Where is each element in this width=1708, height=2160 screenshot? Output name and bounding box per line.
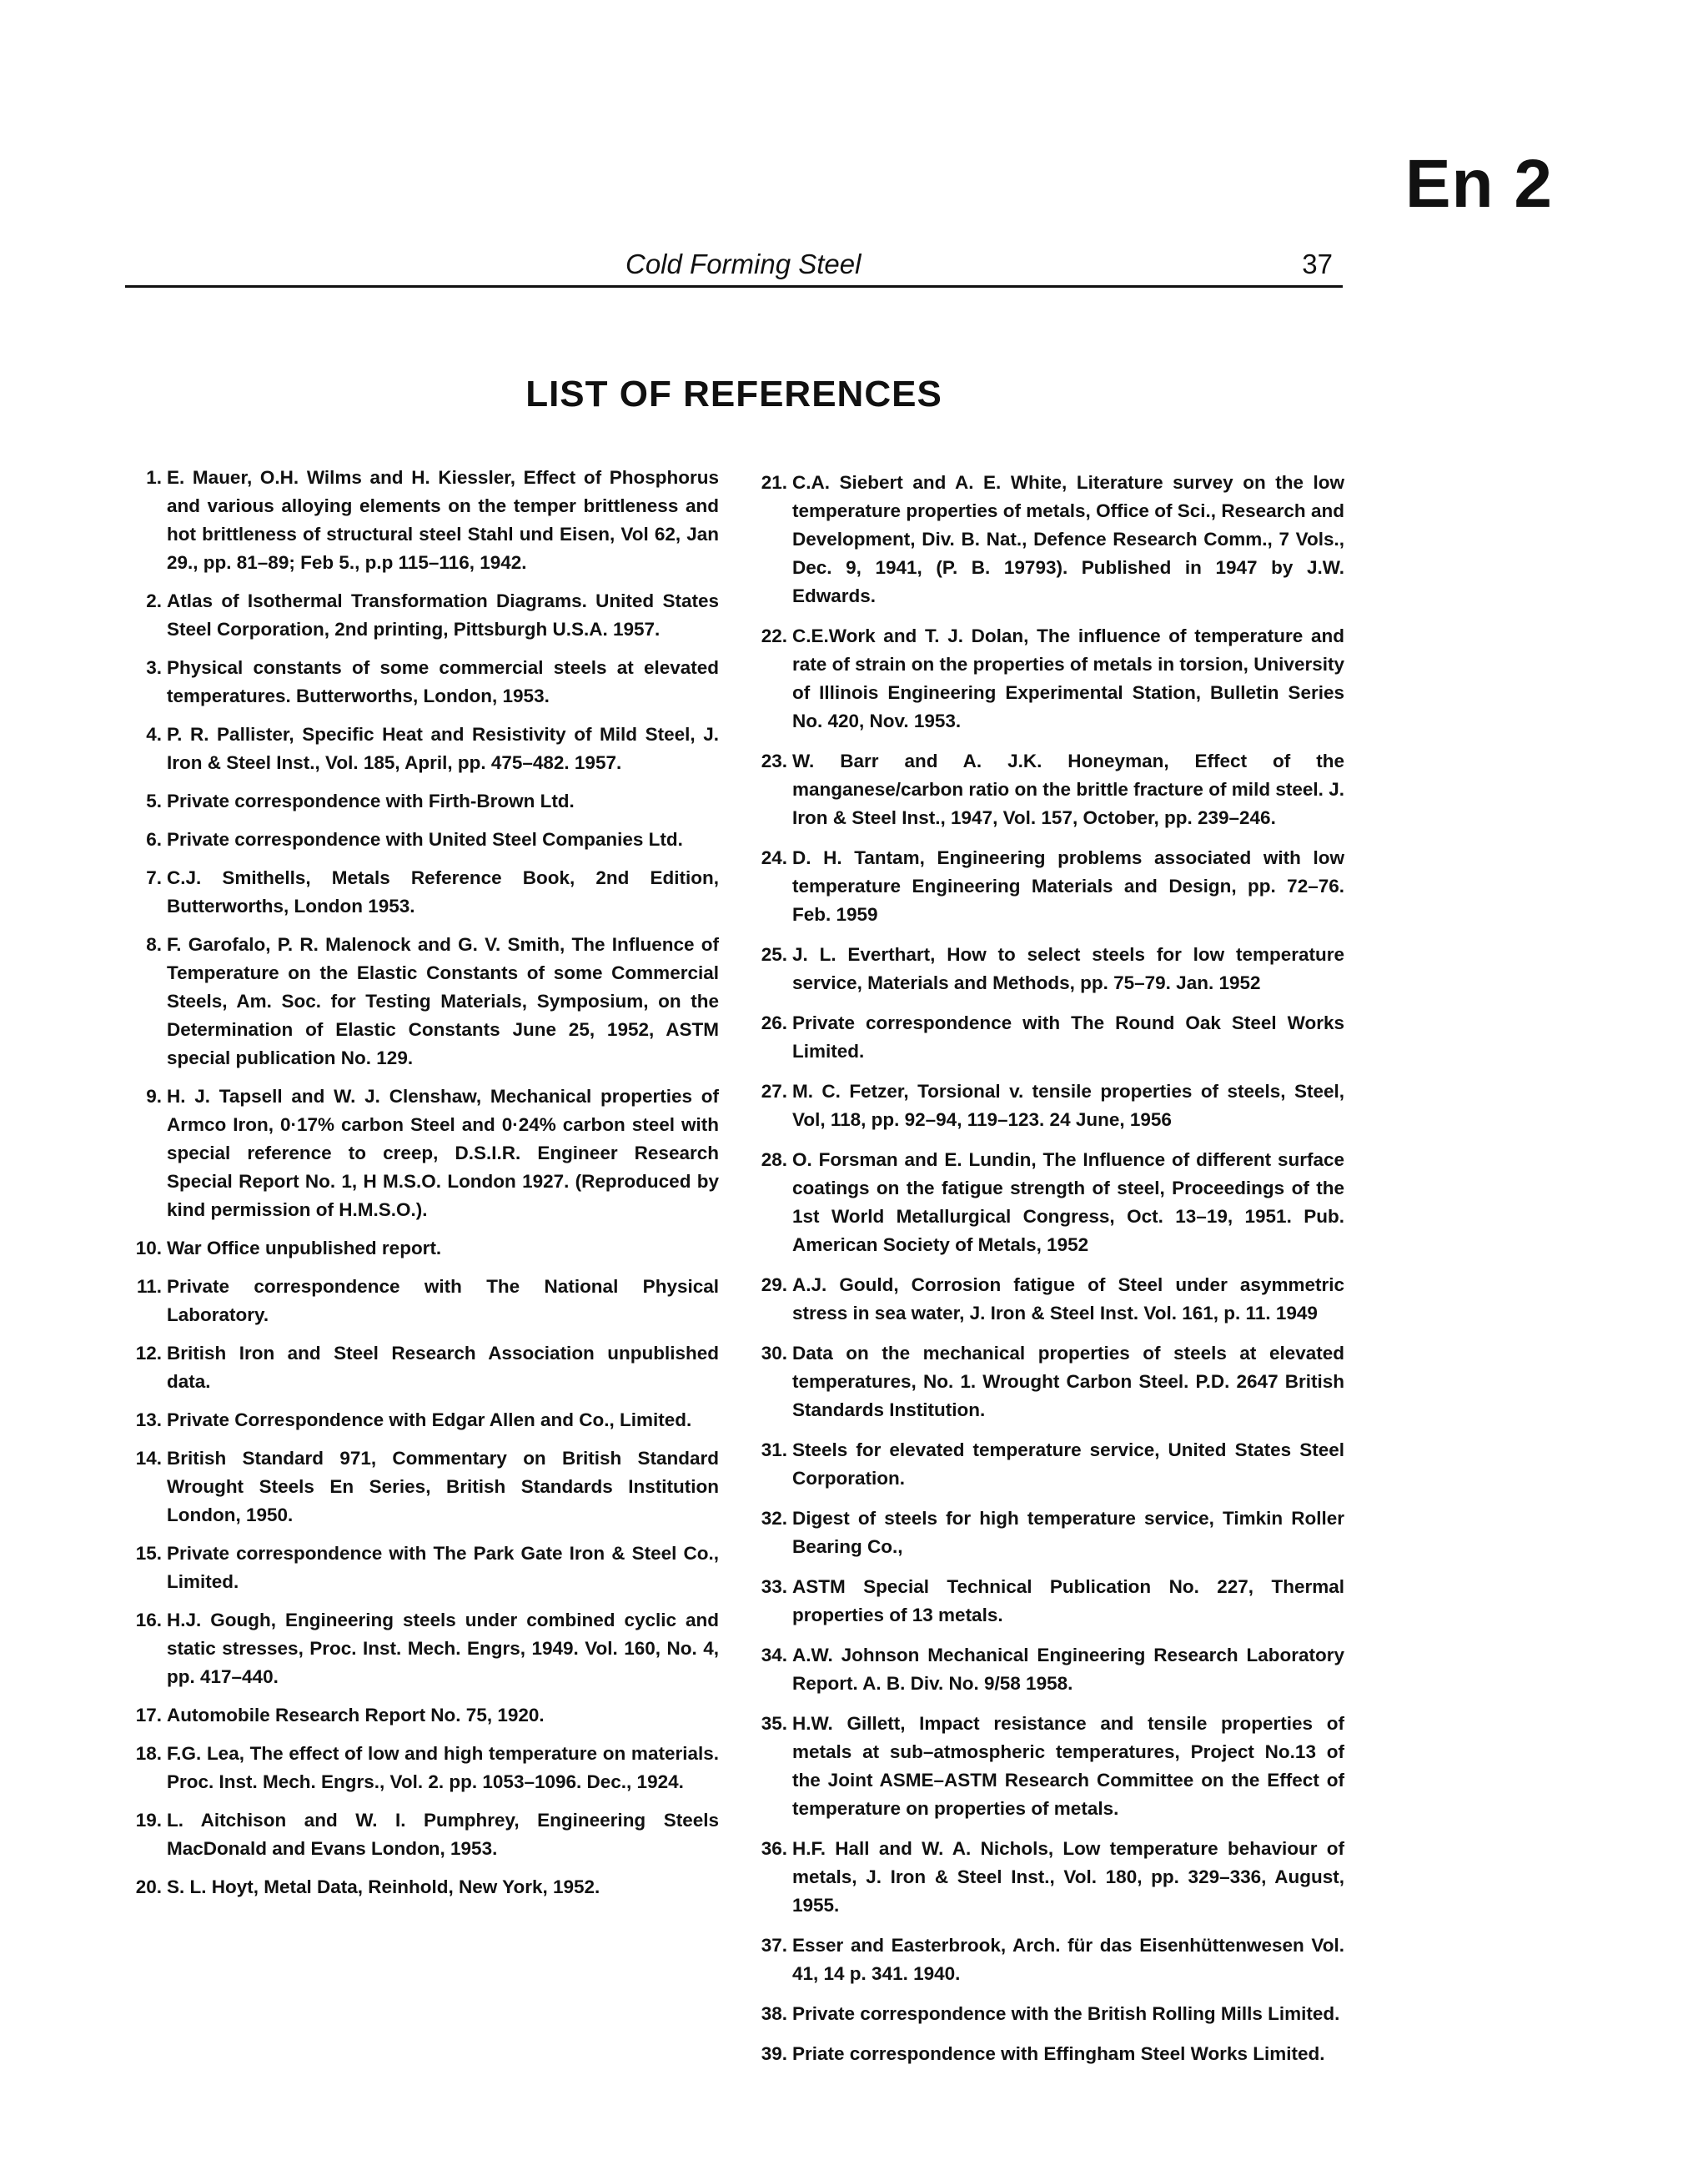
reference-text: E. Mauer, O.H. Wilms and H. Kiessler, Effect of Phosphorus and various alloying elements on the temper brittleness and hot brittleness of structural steel Stahl und Eisen, Vol 62, Jan 29., pp. 81–89; Feb 5., p.p 115–116, 1942. [167, 467, 719, 573]
reference-text: British Standard 971, Commentary on British Standard Wrought Steels En Series, British Standards Institution London, 1950. [167, 1448, 719, 1525]
reference-text: Automobile Research Report No. 75, 1920. [167, 1705, 545, 1725]
reference-number: 23. [761, 751, 787, 771]
reference-item [751, 1271, 1344, 1328]
reference-item [125, 1873, 719, 1901]
reference-item [751, 1504, 1344, 1561]
reference-text: Private Correspondence with Edgar Allen and Co., Limited. [167, 1409, 692, 1430]
reference-item [751, 747, 1344, 832]
reference-number: 18. [135, 1743, 162, 1764]
reference-item [751, 469, 1344, 610]
reference-number: 30. [761, 1343, 787, 1364]
reference-number: 11. [136, 1276, 162, 1297]
reference-number: 3. [146, 657, 162, 678]
reference-item [125, 1806, 719, 1863]
reference-number: 4. [146, 724, 162, 745]
reference-item [125, 721, 719, 777]
reference-text: M. C. Fetzer, Torsional v. tensile properties of steels, Steel, Vol, 118, pp. 92–94, 119–123. 24 June, 1956 [792, 1081, 1344, 1130]
reference-text: British Iron and Steel Research Association unpublished data. [167, 1343, 719, 1392]
reference-text: F. Garofalo, P. R. Malenock and G. V. Smith, The Influence of Temperature on the Elastic Constants of some Commercial Steels, Am. Soc. for Testing Materials, Symposium, on the Determination of Elastic Constants June 25, 1952, ASTM special publication No. 129. [167, 934, 719, 1068]
reference-item [125, 464, 719, 577]
reference-text: Private correspondence with The National Physical Laboratory. [167, 1276, 719, 1325]
reference-item [751, 844, 1344, 929]
reference-text: Private correspondence with the British Rolling Mills Limited. [792, 2003, 1340, 2024]
reference-text: Private correspondence with United Steel Companies Ltd. [167, 829, 683, 850]
reference-item [125, 864, 719, 921]
reference-number: 38. [761, 2003, 787, 2024]
reference-number: 17. [135, 1705, 162, 1725]
reference-text: H. J. Tapsell and W. J. Clenshaw, Mechanical properties of Armco Iron, 0·17% carbon Steel and 0·24% carbon steel with special reference to creep, D.S.I.R. Engineer Research Special Report No. 1, H M.S.O. London 1927. (Reproduced by kind permission of H.M.S.O.). [167, 1086, 719, 1220]
reference-number: 28. [761, 1149, 787, 1170]
reference-number: 8. [146, 934, 162, 955]
reference-item [125, 1540, 719, 1596]
reference-text: Priate correspondence with Effingham Steel Works Limited. [792, 2043, 1325, 2064]
reference-item [751, 1436, 1344, 1493]
reference-number: 34. [761, 1645, 787, 1665]
reference-number: 5. [146, 791, 162, 811]
reference-item [125, 1701, 719, 1730]
reference-text: H.F. Hall and W. A. Nichols, Low temperature behaviour of metals, J. Iron & Steel Inst., Vol. 180, pp. 329–336, August, 1955. [792, 1838, 1344, 1916]
reference-number: 33. [761, 1576, 787, 1597]
running-header [125, 242, 1343, 288]
reference-item [751, 1077, 1344, 1134]
reference-item [751, 1573, 1344, 1630]
reference-item [125, 931, 719, 1072]
reference-item [125, 1406, 719, 1434]
reference-text: ASTM Special Technical Publication No. 227, Thermal properties of 13 metals. [792, 1576, 1344, 1625]
page-title: LIST OF REFERENCES [525, 374, 942, 414]
reference-item [751, 1339, 1344, 1424]
reference-number: 1. [146, 467, 162, 488]
reference-item [751, 1931, 1344, 1988]
reference-text: War Office unpublished report. [167, 1238, 442, 1258]
references-left-column [125, 464, 719, 1911]
reference-text: Private correspondence with The Park Gate Iron & Steel Co., Limited. [167, 1543, 719, 1592]
reference-item [125, 1234, 719, 1263]
reference-text: O. Forsman and E. Lundin, The Influence of different surface coatings on the fatigue strength of steel, Proceedings of the 1st World Metallurgical Congress, Oct. 13–19, 1951. Pub. American Society of Metals, 1952 [792, 1149, 1344, 1255]
reference-text: Atlas of Isothermal Transformation Diagrams. United States Steel Corporation, 2nd printing, Pittsburgh U.S.A. 1957. [167, 590, 719, 640]
reference-text: F.G. Lea, The effect of low and high temperature on materials. Proc. Inst. Mech. Engrs., Vol. 2. pp. 1053–1096. Dec., 1924. [167, 1743, 719, 1792]
reference-number: 31. [761, 1439, 787, 1460]
reference-text: W. Barr and A. J.K. Honeyman, Effect of the manganese/carbon ratio on the brittle fracture of mild steel. J. Iron & Steel Inst., 1947, Vol. 157, October, pp. 239–246. [792, 751, 1344, 828]
reference-number: 12. [135, 1343, 162, 1364]
reference-text: Data on the mechanical properties of steels at elevated temperatures, No. 1. Wrought Carbon Steel. P.D. 2647 British Standards Institution. [792, 1343, 1344, 1420]
reference-number: 26. [761, 1012, 787, 1033]
reference-number: 20. [135, 1876, 162, 1897]
reference-item [125, 787, 719, 816]
running-title: Cold Forming Steel [625, 249, 862, 279]
reference-item [125, 654, 719, 711]
reference-number: 10. [135, 1238, 162, 1258]
reference-item [751, 1835, 1344, 1920]
reference-text: A.J. Gould, Corrosion fatigue of Steel under asymmetric stress in sea water, J. Iron & Steel Inst. Vol. 161, p. 11. 1949 [792, 1274, 1344, 1324]
reference-number: 37. [761, 1935, 787, 1956]
reference-item [125, 826, 719, 854]
reference-number: 29. [761, 1274, 787, 1295]
reference-number: 15. [135, 1543, 162, 1564]
reference-item [751, 2000, 1344, 2028]
reference-text: Private correspondence with The Round Oak Steel Works Limited. [792, 1012, 1344, 1062]
reference-text: H.J. Gough, Engineering steels under combined cyclic and static stresses, Proc. Inst. Mech. Engrs, 1949. Vol. 160, No. 4, pp. 417–440. [167, 1610, 719, 1687]
reference-number: 21. [761, 472, 787, 493]
reference-item [125, 587, 719, 644]
reference-number: 22. [761, 625, 787, 646]
reference-item [751, 941, 1344, 997]
reference-item [751, 2040, 1344, 2068]
reference-number: 7. [146, 867, 162, 888]
reference-number: 36. [761, 1838, 787, 1859]
reference-text: J. L. Everthart, How to select steels for low temperature service, Materials and Methods, pp. 75–79. Jan. 1952 [792, 944, 1344, 993]
reference-text: P. R. Pallister, Specific Heat and Resistivity of Mild Steel, J. Iron & Steel Inst., Vol. 185, April, pp. 475–482. 1957. [167, 724, 719, 773]
reference-item [751, 1710, 1344, 1823]
reference-item [125, 1083, 719, 1224]
reference-number: 14. [135, 1448, 162, 1469]
reference-number: 35. [761, 1713, 787, 1734]
reference-item [751, 1146, 1344, 1259]
reference-text: Physical constants of some commercial steels at elevated temperatures. Butterworths, London, 1953. [167, 657, 719, 706]
reference-item [125, 1606, 719, 1691]
references-right-column [751, 469, 1344, 2080]
reference-text: S. L. Hoyt, Metal Data, Reinhold, New York, 1952. [167, 1876, 600, 1897]
reference-text: Private correspondence with Firth-Brown Ltd. [167, 791, 575, 811]
reference-text: Esser and Easterbrook, Arch. für das Eisenhüttenwesen Vol. 41, 14 p. 341. 1940. [792, 1935, 1344, 1984]
reference-number: 25. [761, 944, 787, 965]
reference-text: D. H. Tantam, Engineering problems associated with low temperature Engineering Materials and Design, pp. 72–76. Feb. 1959 [792, 847, 1344, 925]
reference-item [125, 1444, 719, 1530]
reference-text: H.W. Gillett, Impact resistance and tensile properties of metals at sub–atmospheric temperatures, Project No.13 of the Joint ASME–ASTM Research Committee on the Effect of temperature on properties of metals. [792, 1713, 1344, 1819]
reference-number: 19. [135, 1810, 162, 1831]
reference-number: 16. [135, 1610, 162, 1630]
reference-text: C.A. Siebert and A. E. White, Literature survey on the low temperature properties of metals, Office of Sci., Research and Development, Div. B. Nat., Defence Research Comm., 7 Vols., Dec. 9, 1941, (P. B. 19793). Published in 1947 by J.W. Edwards. [792, 472, 1344, 606]
reference-text: Digest of steels for high temperature service, Timkin Roller Bearing Co., [792, 1508, 1344, 1557]
reference-text: C.E.Work and T. J. Dolan, The influence of temperature and rate of strain on the properties of metals in torsion, University of Illinois Engineering Experimental Station, Bulletin Series No. 420, Nov. 1953. [792, 625, 1344, 731]
reference-text: Steels for elevated temperature service, United States Steel Corporation. [792, 1439, 1344, 1489]
page-number: 37 [1302, 249, 1333, 279]
reference-number: 27. [761, 1081, 787, 1102]
reference-item [125, 1339, 719, 1396]
reference-item [125, 1740, 719, 1796]
section-tag: En 2 [1404, 146, 1553, 222]
reference-item [125, 1273, 719, 1329]
reference-number: 2. [146, 590, 162, 611]
reference-number: 13. [135, 1409, 162, 1430]
reference-number: 32. [761, 1508, 787, 1529]
reference-number: 39. [761, 2043, 787, 2064]
reference-text: L. Aitchison and W. I. Pumphrey, Engineering Steels MacDonald and Evans London, 1953. [167, 1810, 719, 1859]
reference-number: 24. [761, 847, 787, 868]
reference-text: A.W. Johnson Mechanical Engineering Research Laboratory Report. A. B. Div. No. 9/58 1958. [792, 1645, 1344, 1694]
reference-text: C.J. Smithells, Metals Reference Book, 2nd Edition, Butterworths, London 1953. [167, 867, 719, 917]
reference-number: 9. [146, 1086, 162, 1107]
reference-item [751, 622, 1344, 736]
reference-number: 6. [146, 829, 162, 850]
reference-item [751, 1641, 1344, 1698]
reference-item [751, 1009, 1344, 1066]
